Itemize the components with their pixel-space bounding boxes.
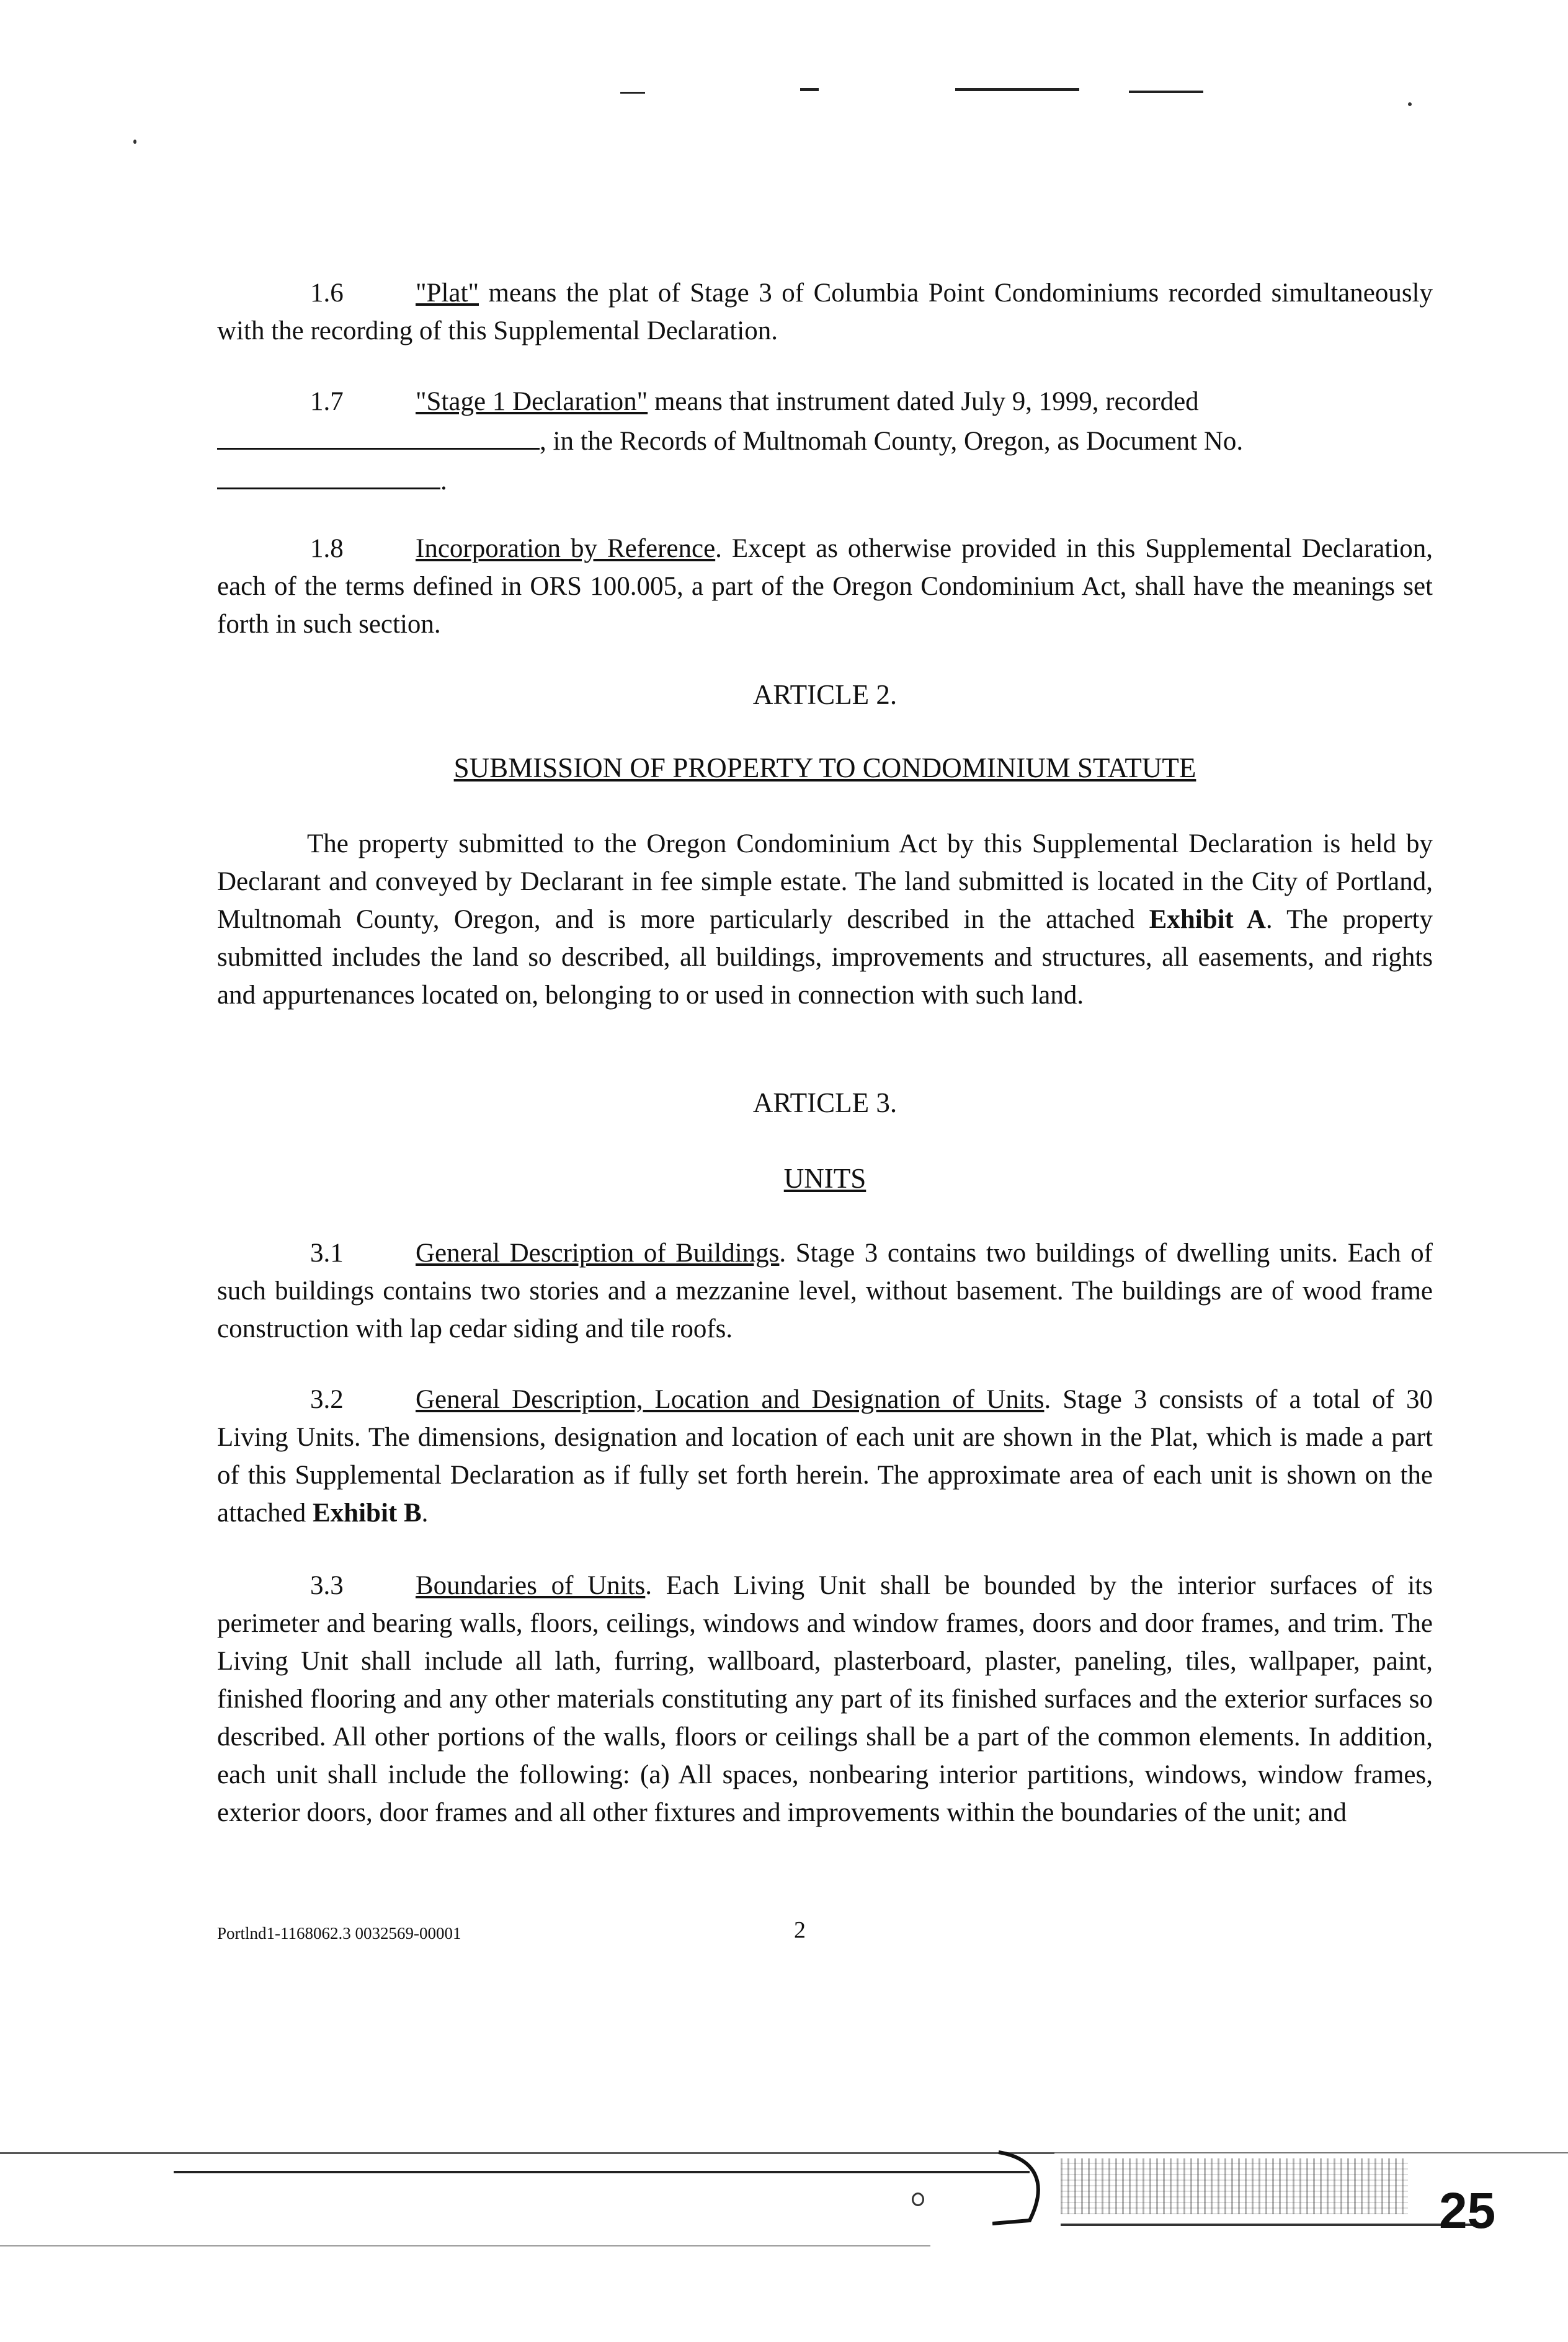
section-1-7 — [217, 383, 1433, 500]
article-2-label: ARTICLE 2. — [752, 679, 898, 710]
section-heading: General Description of Buildings — [416, 1239, 780, 1268]
section-number: 3.1 — [310, 1239, 344, 1268]
defined-term: "Plat" — [416, 278, 479, 308]
article-2-body — [217, 825, 1433, 1014]
recording-blank — [217, 421, 540, 450]
recording-bracket-icon — [992, 2146, 1061, 2233]
section-text: . Each Living Unit shall be bounded by the interior surfaces of its perimeter and bearing walls, floors, ceilings, windows and window frames, doors and door frames, and trim. The Living Unit shall include all lath, furring, wallboard, plasterboard, plaster, paneling, tiles, wallpaper, paint, finished flooring and any other materials constituting any part of its finished surfaces and the exterior surfaces so described. All other portions of the walls, floors or ceilings shall be a part of the common elements. In addition, each unit shall include the following: (a) All spaces, nonbearing interior partitions, windows, window frames, exterior doors, door frames and all other fixtures and improvements within the boundaries of the unit; and — [217, 1571, 1433, 1827]
document-number-blank — [217, 460, 440, 489]
paragraph-text: . The property submitted includes the land so described, all buildings, improvements and structures, all easements, and rights and appurtenances located on, belonging to or used in connection with such land. — [217, 905, 1433, 1010]
section-number: 1.6 — [310, 278, 344, 308]
section-text: . Stage 3 consists of a total of 30 Living Units. The dimensions, designation and location of each unit are shown in the Plat, which is made a part of this Supplemental Declaration as if fully set forth herein. The approximate area of each unit is shown on the attached — [217, 1385, 1433, 1528]
exhibit-reference: Exhibit A — [1149, 905, 1266, 934]
exhibit-reference: Exhibit B — [313, 1498, 422, 1528]
section-text: . — [440, 466, 447, 496]
section-text: . Except as otherwise provided in this Supplemental Declaration, each of the terms defined in ORS 100.005, a part of the Oregon Condominium Act, shall have the meanings set forth in such section. — [217, 534, 1433, 639]
article-3-title: UNITS — [783, 1163, 866, 1194]
scan-mark — [1129, 91, 1203, 93]
scan-mark — [800, 88, 819, 91]
scan-rule — [174, 2171, 1030, 2173]
section-text: , in the Records of Multnomah County, Oregon, as Document No. — [540, 427, 1244, 456]
scan-rule — [1054, 2152, 1568, 2153]
article-3-label: ARTICLE 3. — [752, 1087, 898, 1118]
scan-speck — [1408, 102, 1412, 106]
section-number: 3.2 — [310, 1385, 344, 1414]
scan-mark — [955, 88, 1079, 91]
paragraph-text: The property submitted to the Oregon Condominium Act by this Supplemental Declaration is held by Declarant and conveyed by Declarant in fee simple estate. The land submitted is located in the City of Portland, Multnomah County, Oregon, and is more particularly described in the attached — [217, 829, 1433, 934]
section-number: 1.7 — [310, 387, 344, 416]
section-heading: Boundaries of Units — [416, 1571, 646, 1600]
scan-speck — [912, 2193, 924, 2206]
scan-rule — [0, 2152, 1054, 2154]
section-3-3 — [217, 1567, 1433, 1832]
section-heading: General Description, Location and Designation of Units — [416, 1385, 1045, 1414]
section-1-6 — [217, 274, 1433, 350]
section-text: means that instrument dated July 9, 1999, recorded — [648, 387, 1199, 416]
section-text: . — [421, 1498, 429, 1528]
defined-term: "Stage 1 Declaration" — [416, 387, 648, 416]
section-text: means the plat of Stage 3 of Columbia Point Condominiums recorded simultaneously with the recording of this Supplemental Declaration. — [217, 278, 1433, 345]
section-3-1 — [217, 1234, 1433, 1348]
page-number: 2 — [794, 1917, 806, 1943]
recording-stamp-number: 25 — [1439, 2183, 1496, 2239]
scan-rule — [0, 2245, 930, 2246]
scan-rule — [1061, 2224, 1482, 2226]
recording-strip-noise — [1061, 2158, 1408, 2214]
section-number: 1.8 — [310, 534, 344, 563]
document-id: Portlnd1-1168062.3 0032569-00001 — [217, 1924, 461, 1943]
section-text: . Stage 3 contains two buildings of dwelling units. Each of such buildings contains two stories and a mezzanine level, without basement. The buildings are of wood frame construction with lap cedar siding and tile roofs. — [217, 1239, 1433, 1343]
scan-speck — [133, 140, 136, 144]
section-3-2 — [217, 1381, 1433, 1532]
section-number: 3.3 — [310, 1571, 344, 1600]
article-2-title: SUBMISSION OF PROPERTY TO CONDOMINIUM STATUTE — [453, 752, 1196, 783]
section-1-8 — [217, 530, 1433, 643]
scan-mark — [620, 92, 645, 94]
section-heading: Incorporation by Reference — [416, 534, 716, 563]
